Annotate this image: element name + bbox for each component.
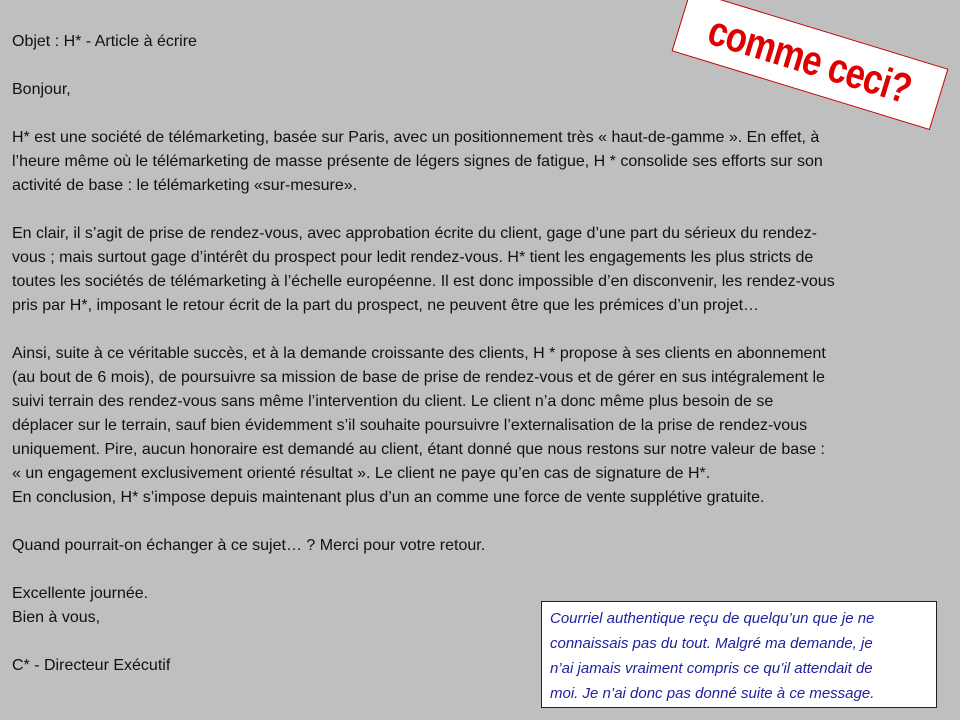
email-question: Quand pourrait-on échanger à ce sujet… ? Merci pour votre retour. [12, 537, 486, 554]
email-greeting: Bonjour, [12, 81, 71, 98]
paragraph-line: pris par H*, imposant le retour écrit de la part du prospect, ne peuvent être que les prémices d’un projet… [12, 297, 760, 314]
note-line: n’ai jamais vraiment compris ce qu’il attendait de [550, 660, 873, 677]
annotation-box [541, 601, 937, 708]
paragraph-line: l’heure même où le télémarketing de masse présente de légers signes de fatigue, H * consolide ses efforts sur son [12, 153, 823, 170]
email-closing: Excellente journée. [12, 585, 149, 602]
paragraph-line: « un engagement exclusivement orienté résultat ». Le client ne paye qu’en cas de signature de H*. [12, 465, 711, 482]
paragraph-line: En clair, il s’agit de prise de rendez-vous, avec approbation écrite du client, gage d’une part du sérieux du rendez- [12, 225, 817, 242]
paragraph-line: uniquement. Pire, aucun honoraire est demandé au client, étant donné que nous restons sur notre valeur de base : [12, 441, 825, 458]
paragraph-line: Ainsi, suite à ce véritable succès, et à la demande croissante des clients, H * propose à ses clients en abonnement [12, 345, 826, 362]
note-line: moi. Je n’ai donc pas donné suite à ce message. [550, 685, 875, 702]
email-closing: Bien à vous, [12, 609, 101, 626]
paragraph-line: vous ; mais surtout gage d’intérêt du prospect pour ledit rendez-vous. H* tient les engagements les plus stricts de [12, 249, 814, 266]
note-line: connaissais pas du tout. Malgré ma demande, je [550, 635, 873, 652]
paragraph-line: H* est une société de télémarketing, basée sur Paris, avec un positionnement très « haut-de-gamme ». En effet, à [12, 129, 820, 146]
email-signature: C* - Directeur Exécutif [12, 657, 171, 674]
paragraph-line: déplacer sur le terrain, sauf bien évidemment s’il souhaite poursuivre l’externalisation de la prise de rendez-vous [12, 417, 808, 434]
email-subject: Objet : H* - Article à écrire [12, 33, 197, 50]
paragraph-line: suivi terrain des rendez-vous sans même l’intervention du client. Le client n’a donc même plus besoin de se [12, 393, 774, 410]
paragraph-line: (au bout de 6 mois), de poursuivre sa mission de base de prise de rendez-vous et de gérer en sus intégralement le [12, 369, 825, 386]
paragraph-line: activité de base : le télémarketing «sur-mesure». [12, 177, 358, 194]
paragraph-line: En conclusion, H* s’impose depuis maintenant plus d’un an comme une force de vente supplétive gratuite. [12, 489, 765, 506]
stamp-text: comme ceci? [703, 6, 918, 113]
comment-stamp [672, 0, 949, 130]
paragraph-line: toutes les sociétés de télémarketing à l’échelle européenne. Il est donc impossible d’en disconvenir, les rendez-vous [12, 273, 835, 290]
note-line: Courriel authentique reçu de quelqu’un que je ne [550, 610, 875, 627]
